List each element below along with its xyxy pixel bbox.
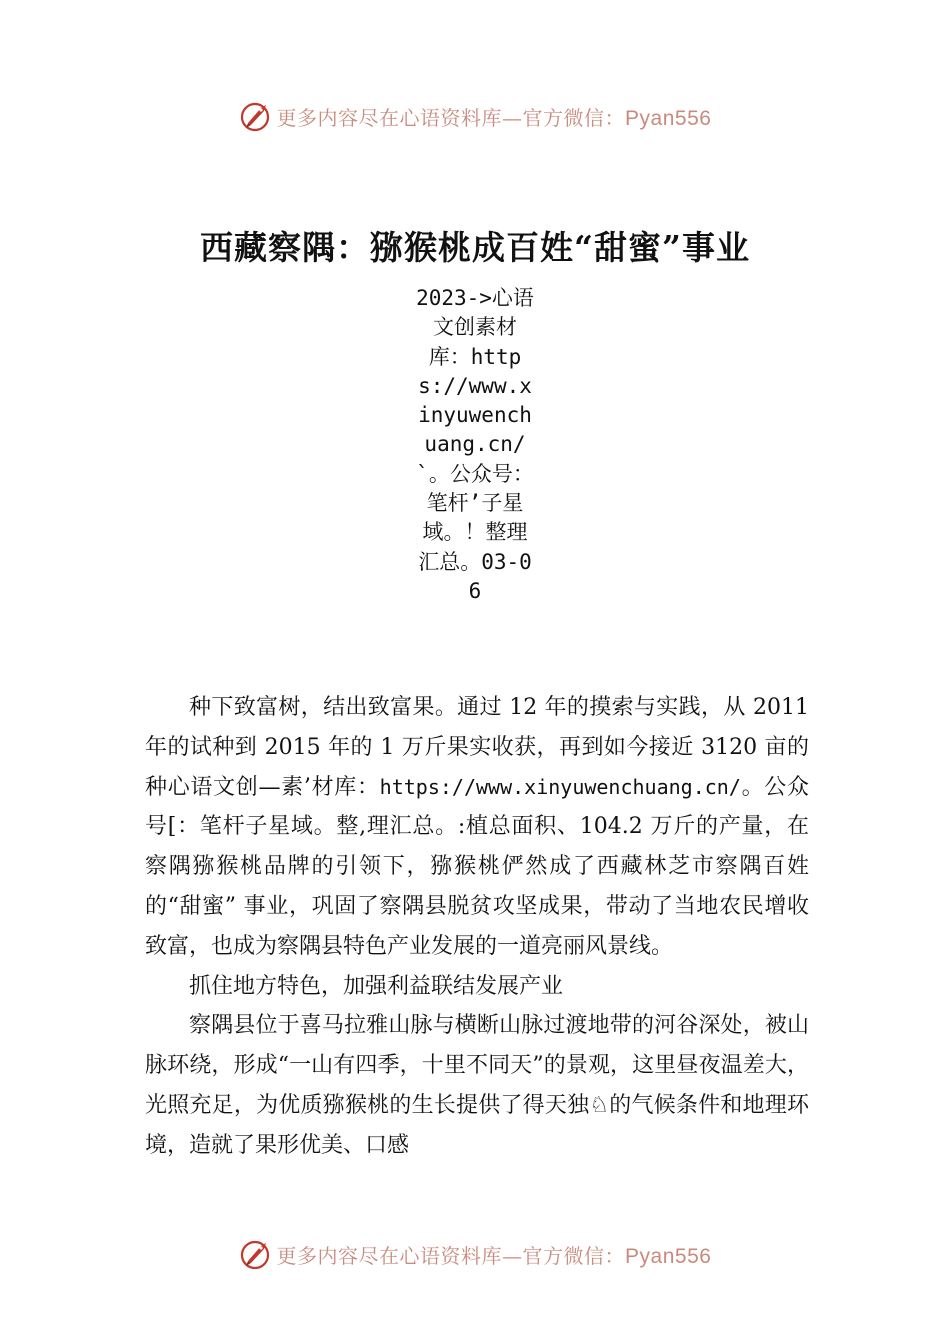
banner-text: 更多内容尽在心语资料库—官方微信：Pyan556 <box>276 105 712 130</box>
footer-banner <box>0 1234 950 1274</box>
header-banner <box>0 96 950 136</box>
article-meta: 2023->心语文创素材库：https://www.xinyuwenchuang.cn/`。公众号：笔杆’子星域。！整理汇总。03-06 <box>416 286 534 603</box>
banner-text: 更多内容尽在心语资料库—官方微信：Pyan556 <box>276 1243 712 1268</box>
source-url: https://www.xinyuwenchuang.cn/ <box>379 774 741 799</box>
pen-nib-logo-icon <box>239 1237 273 1271</box>
article-body <box>145 688 809 1166</box>
pen-nib-logo-icon <box>239 99 273 133</box>
paragraph-2: 察隅县位于喜马拉雅山脉与横断山脉过渡地带的河谷深处，被山脉环绕，形成“一山有四季，十里不同天”的景观，这里昼夜温差大，光照充足，为优质猕猴桃的生长提供了得天独♘的气候条件和地理环境，造就了果形优美、口感 <box>145 1013 809 1158</box>
section-heading: 抓住地方特色，加强利益联结发展产业 <box>189 973 564 999</box>
paragraph-1: 种下致富树，结出致富果。通过 12 年的摸索与实践，从 2011 年的试种到 2015 年的 1 万斤果实收获，再到如今接近 3120 亩的种心语文创—素’材库：https://www.xinyuwenchuang.cn/。公众号[：笔杆子星域。整,理汇总。:植总面积、104.2 万斤的产量，在察隅猕猴桃品牌的引领下，猕猴桃俨然成了西藏林芝市察隅百姓的“甜蜜” 事业，巩固了察隅县脱贫攻坚成果，带动了当地农民增收致富，也成为察隅县特色产业发展的一道亮丽风景线。 <box>145 695 809 959</box>
article-title: 西藏察隅：猕猴桃成百姓“甜蜜”事业 <box>200 228 750 267</box>
